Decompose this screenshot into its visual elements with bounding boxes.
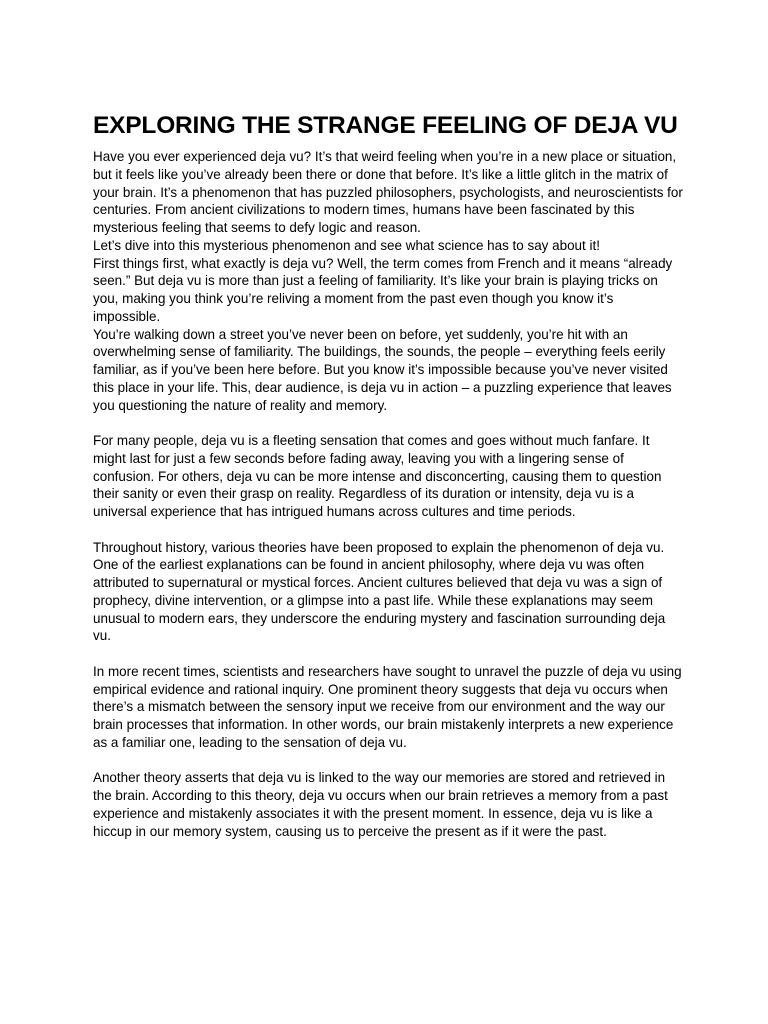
paragraph-sensory-mismatch: In more recent times, scientists and researchers have sought to unravel the puzzle of deja vu using empirical evidence and rational inquiry. One prominent theory suggests that deja vu occurs when there’s a mismatch between the sensory input we receive from our environment and the way our brain processes that information. In other words, our brain mistakenly interprets a new experience as a familiar one, leading to the sensation of deja vu. bbox=[93, 663, 682, 750]
document-page bbox=[93, 110, 683, 840]
document-title: EXPLORING THE STRANGE FEELING OF DEJA VU bbox=[93, 112, 678, 139]
paragraph-fleeting-sensation: For many people, deja vu is a fleeting sensation that comes and goes without much fanfare. It might last for just a few seconds before fading away, leaving you with a lingering sense of confusion. For others, deja vu can be more intense and disconcerting, causing them to question their sanity or even their grasp on reality. Regardless of its duration or intensity, deja vu is a universal experience that has intrigued humans across cultures and time periods. bbox=[93, 433, 662, 519]
paragraph-street-example: You’re walking down a street you’ve never been on before, yet suddenly, you’re hit with an overwhelming sense of familiarity. The buildings, the sounds, the people – everything feels eerily familiar, as if you’ve been here before. But you know it’s impossible because you’ve never visited this place in your life. This, dear audience, is deja vu in action – a puzzling experience that leaves you questioning the nature of reality and memory. bbox=[93, 326, 672, 413]
paragraph-definition: First things first, what exactly is deja vu? Well, the term comes from French and it means “already seen.” But deja vu is more than just a feeling of familiarity. It’s like your brain is playing tricks on you, making you think you’re reliving a moment from the past even though you know it’s impossible. bbox=[93, 255, 673, 324]
paragraph-memory-theory: Another theory asserts that deja vu is linked to the way our memories are stored and retrieved in the brain. According to this theory, deja vu occurs when our brain retrieves a memory from a past experience and mistakenly associates it with the present moment. In essence, deja vu is like a hiccup in our memory system, causing us to perceive the present as if it were the past. bbox=[93, 770, 668, 839]
paragraph-intro: Have you ever experienced deja vu? It’s that weird feeling when you’re in a new place or situation, but it feels like you’ve already been there or done that before. It’s like a little glitch in the matrix of your brain. It’s a phenomenon that has puzzled philosophers, psychologists, and neuroscientists for centuries. From ancient civilizations to modern times, humans have been fascinated by this mysterious feeling that seems to defy logic and reason. bbox=[93, 149, 683, 235]
paragraph-dive-in: Let’s dive into this mysterious phenomenon and see what science has to say about it! bbox=[93, 237, 600, 253]
paragraph-history-theories: Throughout history, various theories have been proposed to explain the phenomenon of deja vu. One of the earliest explanations can be found in ancient philosophy, where deja vu was often attributed to supernatural or mystical forces. Ancient cultures believed that deja vu was a sign of prophecy, divine intervention, or a glimpse into a past life. While these explanations may seem unusual to modern ears, they underscore the enduring mystery and fascination surrounding deja vu. bbox=[93, 539, 666, 644]
